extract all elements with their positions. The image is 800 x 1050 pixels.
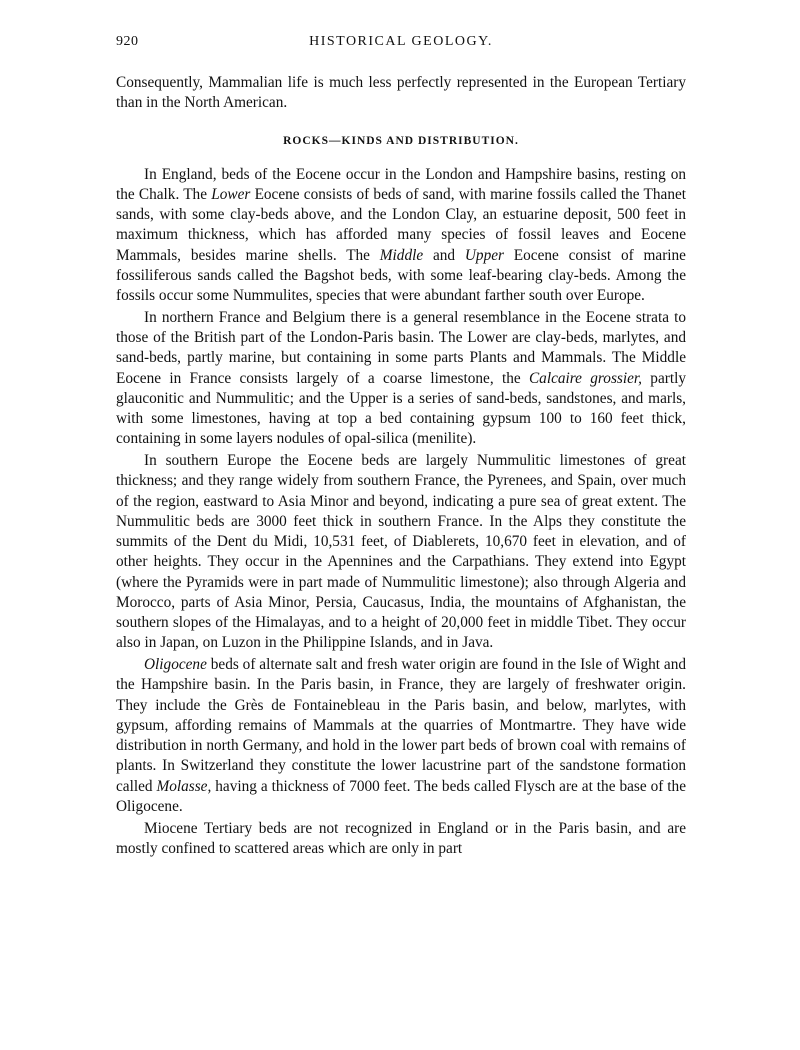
italic-term: Middle <box>379 246 424 264</box>
running-header <box>116 34 686 56</box>
italic-term: Lower <box>211 185 251 203</box>
section-heading: ROCKS—KINDS AND DISTRIBUTION. <box>283 134 519 147</box>
book-page <box>116 34 686 859</box>
paragraph-miocene: Miocene Tertiary beds are not recognized in England or in the Paris basin, and are mostly confined to scattered areas which are only in part <box>116 819 686 857</box>
running-title: HISTORICAL GEOLOGY. <box>309 34 493 49</box>
italic-term: Molasse, <box>156 777 212 795</box>
paragraph-intro: Consequently, Mammalian life is much less perfectly represented in the European Tertiary than in the North American. <box>116 74 686 112</box>
italic-term: Oligocene <box>144 656 207 673</box>
paragraph-southern-europe: In southern Europe the Eocene beds are largely Nummulitic limestones of great thickness; and they range widely from southern France, the Pyrenees, and Spain, over much of the region, eastward to Asia Minor and beyond, indicating a pure sea of great extent. The Nummulitic beds are 3000 feet thick in southern France. In the Alps they constitute the summits of the Dent du Midi, 10,531 feet, of Diablerets, 10,670 feet in elevation, and of other heights. They occur in the Apennines and the Carpathians. They extend into Egypt (where the Pyramids were in part made of Nummulitic limestone); also through Algeria and Morocco, parts of Asia Minor, Persia, Caucasus, India, the mountains of Afghanistan, the southern slopes of the Himalayas, and to a height of 20,000 feet in middle Tibet. They occur also in Japan, on Luzon in the Philippine Islands, and in Java. <box>116 452 686 652</box>
page-number: 920 <box>116 34 139 49</box>
italic-term: Upper <box>464 246 504 264</box>
paragraph-england: In England, beds of the Eocene occur in the London and Hampshire basins, resting on the Chalk. The Lower Eocene consists of beds of sand, with marine fossils called the Thanet sands, with some clay-beds above, and the London Clay, an estuarine deposit, 500 feet in maximum thickness, which has afforded many species of fossil leaves and Eocene Mammals, besides marine shells. The Middle and Upper Eocene consist of marine fossiliferous sands called the Bagshot beds, with some leaf-bearing clay-beds. Among the fossils occur some Nummulites, species that were abundant farther south over Europe. <box>116 165 687 304</box>
italic-term: Calcaire grossier, <box>528 369 642 387</box>
paragraph-oligocene: Oligocene beds of alternate salt and fresh water origin are found in the Isle of Wight and the Hampshire basin. In the Paris basin, in France, they are largely of freshwater origin. They include the Grès de Fontainebleau in the Paris basin, and below, marlytes, with gypsum, affording remains of Mammals at the quarries of Montmartre. They have wide distribution in north Germany, and hold in the lower part beds of brown coal with remains of plants. In Switzerland they constitute the lower lacustrine part of the sandstone formation called Molasse, having a thickness of 7000 feet. The beds called Flysch are at the base of the Oligocene. <box>116 656 686 815</box>
paragraph-france-belgium: In northern France and Belgium there is a general resemblance in the Eocene strata to those of the British part of the London-Paris basin. The Lower are clay-beds, marlytes, and sand-beds, partly marine, but containing in some parts Plants and Mammals. The Middle Eocene in France consists largely of a coarse limestone, the Calcaire grossier, partly glauconitic and Nummulitic; and the Upper is a series of sand-beds, sandstones, and marls, with some limestones, having at top a bed containing gypsum 100 to 160 feet thick, containing in some layers nodules of opal-silica (menilite). <box>116 308 686 448</box>
